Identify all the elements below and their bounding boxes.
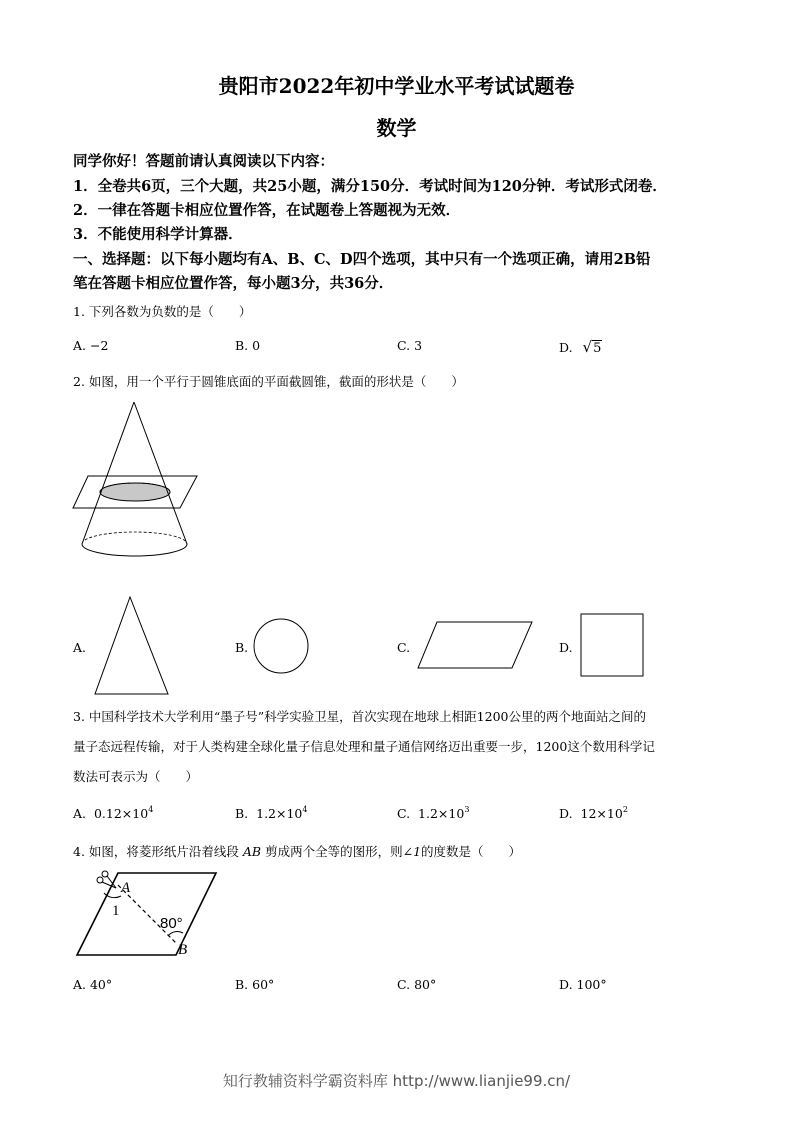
- scissors-icon: [97, 871, 116, 888]
- q1-option-c: C. 3: [397, 338, 423, 353]
- q3-option-c: C. $1.2\times 10^3$: [397, 805, 470, 821]
- q1-stem: 1. 下列各数为负数的是（ ）: [73, 304, 252, 319]
- footer-watermark: 知行教辅资料学霸资料库 http://www.lianjie99.cn/: [222, 1072, 571, 1090]
- section1-heading-line2: 笔在答题卡相应位置作答，每小题3分，共36分．: [73, 275, 394, 292]
- q1-option-a: A. −2: [73, 338, 109, 353]
- q1-option-d-label: D.: [559, 340, 573, 355]
- q3-stem-line2: 量子态远程传输，对于人类构建全球化量子信息处理和量子通信网络迈出重要一步，1200这个数用科学记: [73, 739, 655, 754]
- paper-subject: 数学: [376, 116, 417, 140]
- paper-title: 贵阳市2022年初中学业水平考试试题卷: [218, 74, 575, 98]
- q4-option-d: D. 100°: [559, 977, 607, 992]
- rhombus: [77, 873, 216, 955]
- q1-option-d-radicand: 5: [593, 341, 602, 356]
- instruction-2: 2．一律在答题卡相应位置作答，在试题卷上答题视为无效．: [73, 202, 461, 219]
- q4-option-b: B. 60°: [235, 977, 275, 992]
- greeting: 同学你好！答题前请认真阅读以下内容：: [73, 153, 334, 170]
- q3-stem-line3: 数法可表示为（ ）: [73, 769, 199, 784]
- q3-option-d: D. $12\times 10^2$: [559, 805, 628, 821]
- point-b-label: B: [178, 942, 188, 958]
- q1-option-b: B. 0: [235, 338, 261, 353]
- angle1-label: 1: [112, 903, 120, 919]
- angle-80-label: 80°: [160, 915, 183, 932]
- angle80-arc: [168, 932, 183, 936]
- q3-option-a: A. $0.12\times 10^4$: [73, 805, 154, 821]
- q2-option-b-label: B.: [235, 640, 249, 655]
- q4-option-c: C. 80°: [397, 977, 437, 992]
- sqrt-symbol: √5: [582, 338, 602, 356]
- q2-option-d-label: D.: [559, 640, 573, 655]
- q2-stem: 2. 如图，用一个平行于圆锥底面的平面截圆锥，截面的形状是（ ）: [73, 374, 464, 389]
- q3-option-b: B. $1.2\times 10^4$: [235, 805, 308, 821]
- q4-option-a: A. 40°: [73, 977, 113, 992]
- q4-stem: 4. 如图，将菱形纸片沿着线段 AB 剪成两个全等的图形，则∠1的度数是（ ）: [73, 844, 522, 859]
- q2-option-a-label: A.: [73, 640, 87, 655]
- point-a-label: A: [121, 880, 131, 896]
- section1-heading-line1: 一、选择题：以下每小题均有A、B、C、D四个选项，其中只有一个选项正确，请用2B铅: [73, 251, 651, 268]
- instruction-1: 1．全卷共6页，三个大题，共25小题，满分150分．考试时间为120分钟．考试形式闭卷．: [73, 178, 667, 195]
- q2-option-c-label: C.: [397, 640, 411, 655]
- instruction-3: 3．不能使用科学计算器．: [73, 226, 243, 243]
- q3-stem-line1: 3. 中国科学技术大学利用“墨子号”科学实验卫星，首次实现在地球上相距1200公里的两个地面站之间的: [73, 709, 646, 724]
